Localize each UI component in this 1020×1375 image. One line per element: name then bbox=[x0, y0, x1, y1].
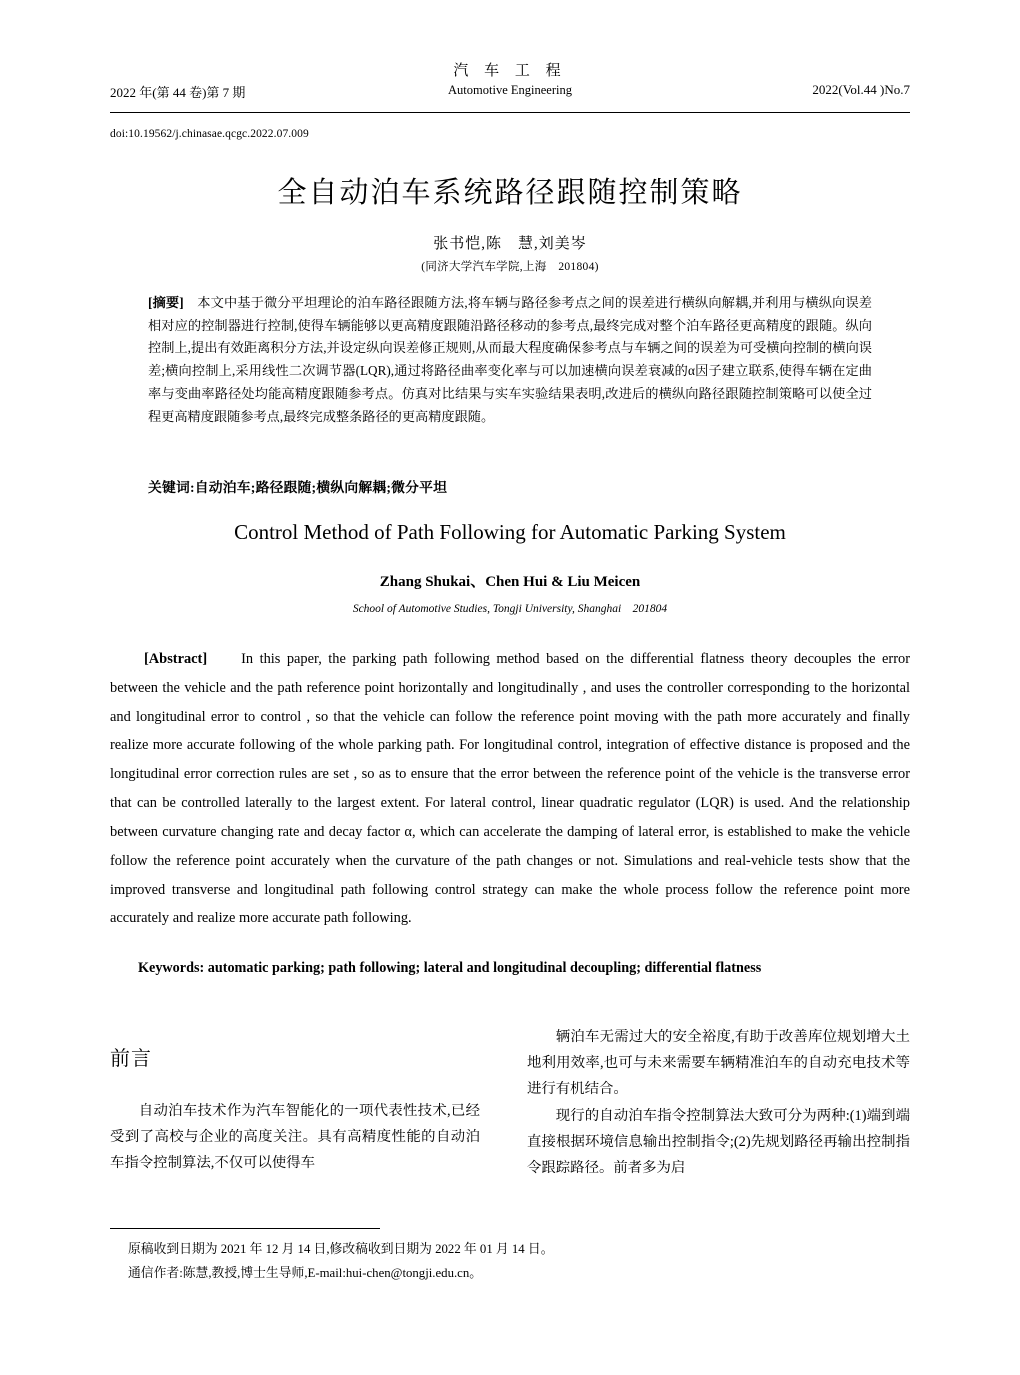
body-column-left bbox=[110, 1098, 480, 1177]
abstract-cn bbox=[148, 292, 872, 428]
paragraph: 自动泊车技术作为汽车智能化的一项代表性技术,已经受到了高校与企业的高度关注。具有高精度性能的自动泊车指令控制算法,不仅可以使得车 bbox=[110, 1103, 480, 1172]
abstract-en bbox=[110, 645, 910, 933]
keywords-en bbox=[110, 955, 910, 981]
journal-title-en: Automotive Engineering bbox=[448, 82, 572, 97]
issue-info-en: 2022(Vol.44 )No.7 bbox=[812, 82, 910, 97]
affiliation-cn: (同济大学汽车学院,上海 201804) bbox=[421, 261, 599, 273]
footnote-received-date: 原稿收到日期为 2021 年 12 月 14 日,修改稿收到日期为 2022 年 01 月 14 日。 bbox=[128, 1242, 554, 1256]
abstract-cn-text: 本文中基于微分平坦理论的泊车路径跟随方法,将车辆与路径参考点之间的误差进行横纵向解耦,并利用与横纵向误差相对应的控制器进行控制,使得车辆能够以更高精度跟随沿路径移动的参考点,最终完成对整个泊车路径更高精度的跟随。纵向控制上,提出有效距离积分方法,并设定纵向误差修正规则,从而最大程度确保参考点与车辆之间的误差为可受横向控制的横向误差;横向控制上,采用线性二次调节器(LQR),通过将路径曲率变化率与可以加速横向误差衰减的α因子建立联系,使得车辆在定曲率与变曲率路径处均能高精度跟随参考点。仿真对比结果与实车实验结果表明,改进后的横纵向路径跟随控制策略可以使全过程更高精度跟随参考点,最终完成整条路径的更高精度跟随。 bbox=[148, 295, 872, 424]
page-title-en: Control Method of Path Following for Automatic Parking System bbox=[234, 520, 786, 544]
header-divider bbox=[110, 112, 910, 113]
abstract-en-text: In this paper, the parking path following method based on the differential flatness theory decouples the error between the vehicle and the path reference point horizontally and longitudinally , and uses the controller corresponding to the horizontal and longitudinal error to control , so that the vehicle can follow the reference point moving with the path more accurately and finally realize more accurate following of the whole parking path. For longitudinal control, integration of effective distance is proposed and the longitudinal error correction rules are set , so as to ensure that the error between the reference point of the vehicle is the transverse error that can be controlled laterally to the largest extent. For lateral control, linear quadratic regulator (LQR) is used. And the relationship between curvature changing rate and decay factor α, which can accelerate the damping of lateral error, is established to make the vehicle follow the reference point accurately when the curvature of the path changes or not. Simulations and real-vehicle tests show that the improved transverse and longitudinal path following control strategy can make the whole process follow the reference point more accurately and realize more accurate path following. bbox=[110, 651, 910, 927]
footnote-divider bbox=[110, 1228, 380, 1229]
footnote-corresponding-author: 通信作者:陈慧,教授,博士生导师,E-mail:hui-chen@tongji.edu.cn。 bbox=[128, 1265, 483, 1280]
doi-text: doi:10.19562/j.chinasae.qcgc.2022.07.009 bbox=[110, 128, 309, 140]
keywords-cn: 关键词:自动泊车;路径跟随;横纵向解耦;微分平坦 bbox=[148, 480, 448, 495]
section-heading-preface: 前言 bbox=[110, 1048, 152, 1070]
affiliation-en: School of Automotive Studies, Tongji University, Shanghai 201804 bbox=[352, 603, 668, 615]
body-column-right bbox=[527, 1024, 910, 1181]
keywords-en-text: automatic parking; path following; lateral and longitudinal decoupling; differential flatness bbox=[207, 960, 762, 976]
abstract-en-label: [Abstract] bbox=[144, 651, 208, 667]
issue-info-cn: 2022 年(第 44 卷)第 7 期 bbox=[110, 85, 246, 100]
paragraph: 辆泊车无需过大的安全裕度,有助于改善库位规划增大土地利用效率,也可与未来需要车辆精准泊车的自动充电技术等进行有机结合。 bbox=[527, 1029, 910, 1098]
journal-title-cn: 汽 车 工 程 bbox=[453, 63, 567, 79]
paragraph: 现行的自动泊车指令控制算法大致可分为两种:(1)端到端直接根据环境信息输出控制指令;(2)先规划路径再输出控制指令跟踪路径。前者多为启 bbox=[527, 1107, 910, 1177]
running-head bbox=[110, 62, 910, 110]
keywords-en-label: Keywords: bbox=[138, 960, 205, 976]
footnote-block bbox=[128, 1238, 908, 1285]
authors-en: Zhang Shukai、Chen Hui & Liu Meicen bbox=[379, 574, 641, 590]
abstract-cn-label: [摘要] bbox=[148, 295, 184, 310]
keywords-en-inner bbox=[110, 955, 910, 981]
page-title: 全自动泊车系统路径跟随控制策略 bbox=[277, 177, 743, 209]
authors-cn: 张书恺,陈 慧,刘美岑 bbox=[433, 236, 587, 252]
